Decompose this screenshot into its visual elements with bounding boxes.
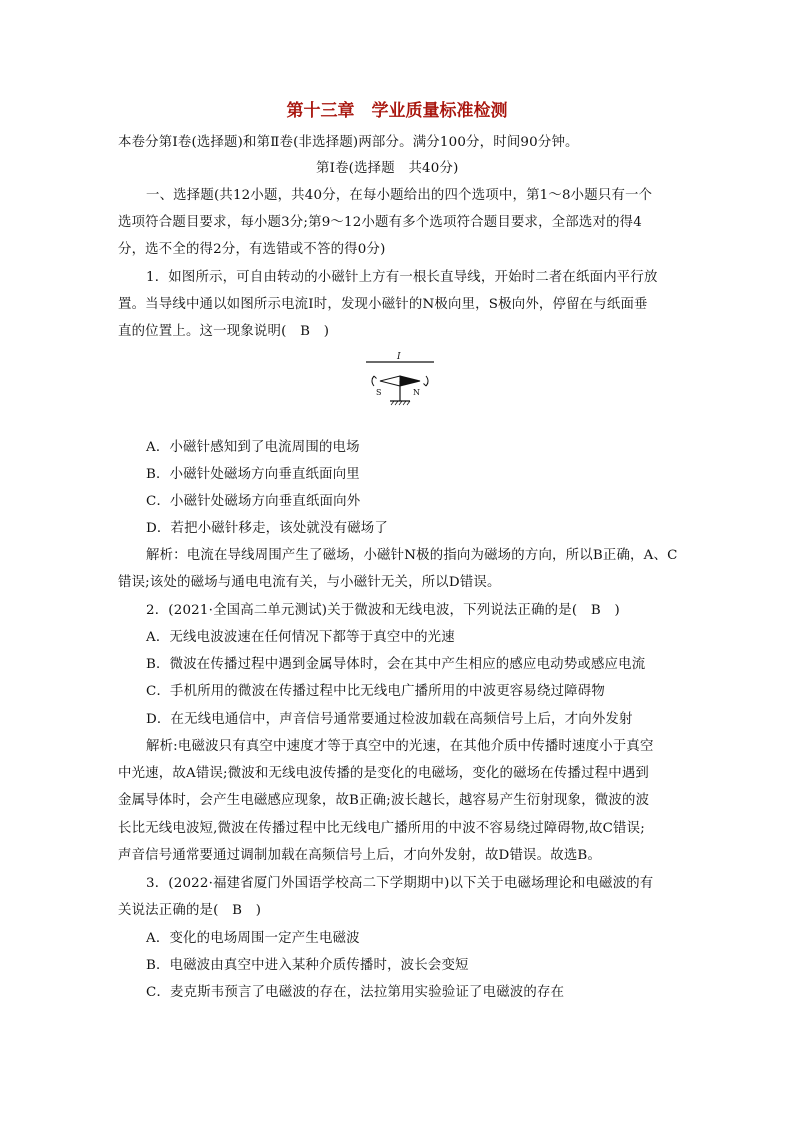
q2-analysis-line-4: 长比无线电波短,微波在传播过程中比无线电广播所用的中波不容易绕过障碍物,故C错误; [118, 821, 645, 836]
exam-intro: 本卷分第Ⅰ卷(选择题)和第Ⅱ卷(非选择题)两部分。满分100分，时间90分钟。 [118, 135, 579, 150]
q3-stem-line-1: 3．(2022·福建省厦门外国语学校高二下学期期中)以下关于电磁场理论和电磁波的有 [146, 876, 654, 891]
base-hatching [391, 401, 410, 405]
q1-option-b: B．小磁针处磁场方向垂直纸面向里 [146, 467, 360, 482]
q2-option-b: B．微波在传播过程中遇到金属导体时，会在其中产生相应的感应电动势或感应电流 [146, 657, 646, 672]
instructions-line-1: 一、选择题(共12小题，共40分，在每小题给出的四个选项中，第1～8小题只有一个 [146, 188, 653, 203]
q3-stem-line-2: 关说法正确的是( B ) [118, 903, 262, 918]
q3-option-c: C．麦克斯韦预言了电磁波的存在，法拉第用实验验证了电磁波的存在 [146, 985, 565, 1000]
q1-stem-line-1: 1．如图所示，可自由转动的小磁针上方有一根长直导线，开始时二者在纸面内平行放 [146, 270, 658, 285]
instructions-line-2: 选项符合题目要求，每小题3分;第9～12小题有多个选项符合题目要求，全部选对的得4 [118, 215, 642, 230]
north-label: N [413, 388, 420, 397]
q3-option-b: B．电磁波由真空中进入某种介质传播时，波长会变短 [146, 958, 469, 973]
q2-stem: 2．(2021·全国高二单元测试)关于微波和无线电波，下列说法正确的是( B ) [146, 603, 620, 618]
q2-option-d: D．在无线电通信中，声音信号通常要通过检波加载在高频信号上后，才向外发射 [146, 712, 633, 727]
q1-option-c: C．小磁针处磁场方向垂直纸面向外 [146, 494, 361, 509]
q2-analysis-line-5: 声音信号通常要通过调制加载在高频信号上后，才向外发射，故D错误。故选B。 [118, 848, 602, 863]
q1-stem-line-3: 直的位置上。这一现象说明( B ) [118, 324, 330, 339]
needle-north-half [400, 376, 420, 386]
q1-option-d: D．若把小磁针移走，该处就没有磁场了 [146, 521, 388, 536]
instructions-line-3: 分，选不全的得2分，有选错或不答的得0分) [118, 242, 386, 257]
q2-option-c: C．手机所用的微波在传播过程中比无线电广播所用的中波更容易绕过障碍物 [146, 684, 605, 699]
q3-option-a: A．变化的电场周围一定产生电磁波 [146, 931, 360, 946]
q1-stem-line-2: 置。当导线中通以如图所示电流I时，发现小磁针的N极向里，S极向外，停留在与纸面垂 [118, 297, 648, 312]
q1-analysis-line-1: 解析：电流在导线周围产生了磁场，小磁针N极的指向为磁场的方向，所以B正确，A、C [146, 548, 678, 563]
chapter-title: 第十三章 学业质量标准检测 [286, 101, 508, 121]
section-heading: 第Ⅰ卷(选择题 共40分) [316, 161, 459, 176]
compass-needle-figure [364, 352, 436, 408]
q2-analysis-line-1: 解析:电磁波只有真空中速度才等于真空中的光速，在其他介质中传播时速度小于真空 [146, 739, 654, 754]
current-label: I [397, 352, 401, 362]
q2-analysis-line-2: 中光速，故A错误;微波和无线电波传播的是变化的电磁场，变化的磁场在传播过程中遇到 [118, 766, 650, 781]
south-label: S [376, 388, 382, 397]
q1-analysis-line-2: 错误;该处的磁场与通电电流有关，与小磁针无关，所以D错误。 [118, 575, 501, 590]
q1-option-a: A．小磁针感知到了电流周围的电场 [146, 440, 360, 455]
q2-option-a: A．无线电波波速在任何情况下都等于真空中的光速 [146, 630, 455, 645]
q2-analysis-line-3: 金属导体时，会产生电磁感应现象，故B正确;波长越长，越容易产生衍射现象，微波的波 [118, 793, 650, 808]
needle-south-half [380, 376, 400, 386]
